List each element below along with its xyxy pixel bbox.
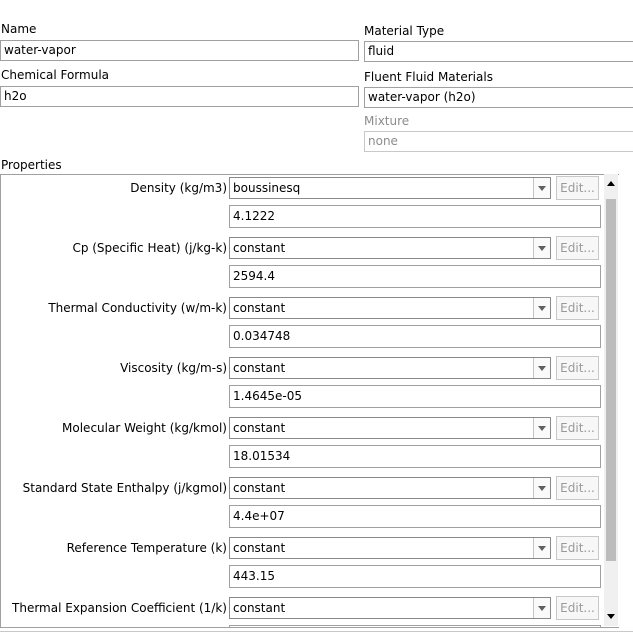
thermal-expansion-coefficient-label: Thermal Expansion Coefficient (1/k) — [12, 601, 227, 615]
density-method-dropdown[interactable] — [229, 177, 551, 199]
fluent-fluid-materials-dropdown[interactable]: water-vapor (h2o) — [364, 87, 633, 108]
cp-edit-button: Edit... — [556, 236, 599, 260]
chevron-down-icon[interactable] — [533, 298, 550, 318]
molecular-weight-method-dropdown[interactable] — [229, 417, 551, 439]
chevron-down-icon[interactable] — [533, 598, 550, 618]
chevron-down-icon[interactable] — [533, 178, 550, 198]
thermal-conductivity-label: Thermal Conductivity (w/m-k) — [48, 301, 227, 315]
scrollbar-thumb[interactable] — [606, 199, 616, 561]
molecular-weight-label: Molecular Weight (kg/kmol) — [62, 421, 227, 435]
thermal-expansion-coefficient-edit-button: Edit... — [556, 596, 599, 620]
viscosity-method-value: constant — [233, 361, 286, 375]
properties-panel — [0, 174, 619, 628]
chevron-down-icon[interactable] — [533, 238, 550, 258]
density-value-input[interactable]: 4.1222 — [229, 205, 601, 228]
scroll-up-arrow-icon[interactable] — [604, 174, 618, 192]
standard-state-enthalpy-edit-button: Edit... — [556, 476, 599, 500]
viscosity-method-dropdown[interactable] — [229, 357, 551, 379]
standard-state-enthalpy-method-dropdown[interactable] — [229, 477, 551, 499]
scroll-down-arrow-icon[interactable] — [604, 608, 618, 626]
density-edit-button: Edit... — [556, 176, 599, 200]
cp-method-value: constant — [233, 241, 286, 255]
divider — [0, 631, 633, 632]
material-type-dropdown[interactable]: fluid — [364, 41, 633, 62]
fluent-fluid-materials-label: Fluent Fluid Materials — [364, 70, 493, 84]
chevron-down-icon[interactable] — [533, 358, 550, 378]
name-input[interactable]: water-vapor — [0, 40, 359, 61]
chevron-down-icon[interactable] — [533, 418, 550, 438]
reference-temperature-method-dropdown[interactable] — [229, 537, 551, 559]
density-label: Density (kg/m3) — [130, 181, 227, 195]
thermal-conductivity-value-input[interactable]: 0.034748 — [229, 325, 601, 348]
reference-temperature-label: Reference Temperature (k) — [66, 541, 227, 555]
thermal-expansion-coefficient-method-dropdown[interactable] — [229, 597, 551, 619]
standard-state-enthalpy-value-input[interactable]: 4.4e+07 — [229, 505, 601, 528]
viscosity-edit-button: Edit... — [556, 356, 599, 380]
reference-temperature-value-input[interactable]: 443.15 — [229, 565, 601, 588]
molecular-weight-value-input[interactable]: 18.01534 — [229, 445, 601, 468]
standard-state-enthalpy-method-value: constant — [233, 481, 286, 495]
molecular-weight-method-value: constant — [233, 421, 286, 435]
standard-state-enthalpy-label: Standard State Enthalpy (j/kgmol) — [22, 481, 227, 495]
name-label: Name — [1, 22, 37, 36]
thermal-expansion-coefficient-method-value: constant — [233, 601, 286, 615]
chevron-down-icon[interactable] — [533, 538, 550, 558]
chemical-formula-label: Chemical Formula — [1, 68, 110, 82]
cp-specific-heat-label: Cp (Specific Heat) (j/kg-k) — [72, 241, 227, 255]
cp-method-dropdown[interactable] — [229, 237, 551, 259]
thermal-conductivity-edit-button: Edit... — [556, 296, 599, 320]
cp-value-input[interactable]: 2594.4 — [229, 265, 601, 288]
viscosity-value-input[interactable]: 1.4645e-05 — [229, 385, 601, 408]
mixture-dropdown: none — [364, 131, 633, 152]
properties-scrollbar[interactable] — [604, 174, 618, 626]
material-type-label: Material Type — [364, 24, 445, 38]
viscosity-label: Viscosity (kg/m-s) — [120, 361, 227, 375]
density-method-value: boussinesq — [233, 181, 301, 195]
reference-temperature-method-value: constant — [233, 541, 286, 555]
molecular-weight-edit-button: Edit... — [556, 416, 599, 440]
mixture-label: Mixture — [364, 114, 410, 128]
reference-temperature-edit-button: Edit... — [556, 536, 599, 560]
chevron-down-icon[interactable] — [533, 478, 550, 498]
properties-label: Properties — [1, 158, 62, 172]
thermal-conductivity-method-value: constant — [233, 301, 286, 315]
thermal-conductivity-method-dropdown[interactable] — [229, 297, 551, 319]
thermal-expansion-coefficient-value-input[interactable] — [229, 625, 601, 628]
chemical-formula-input[interactable]: h2o — [0, 86, 359, 107]
